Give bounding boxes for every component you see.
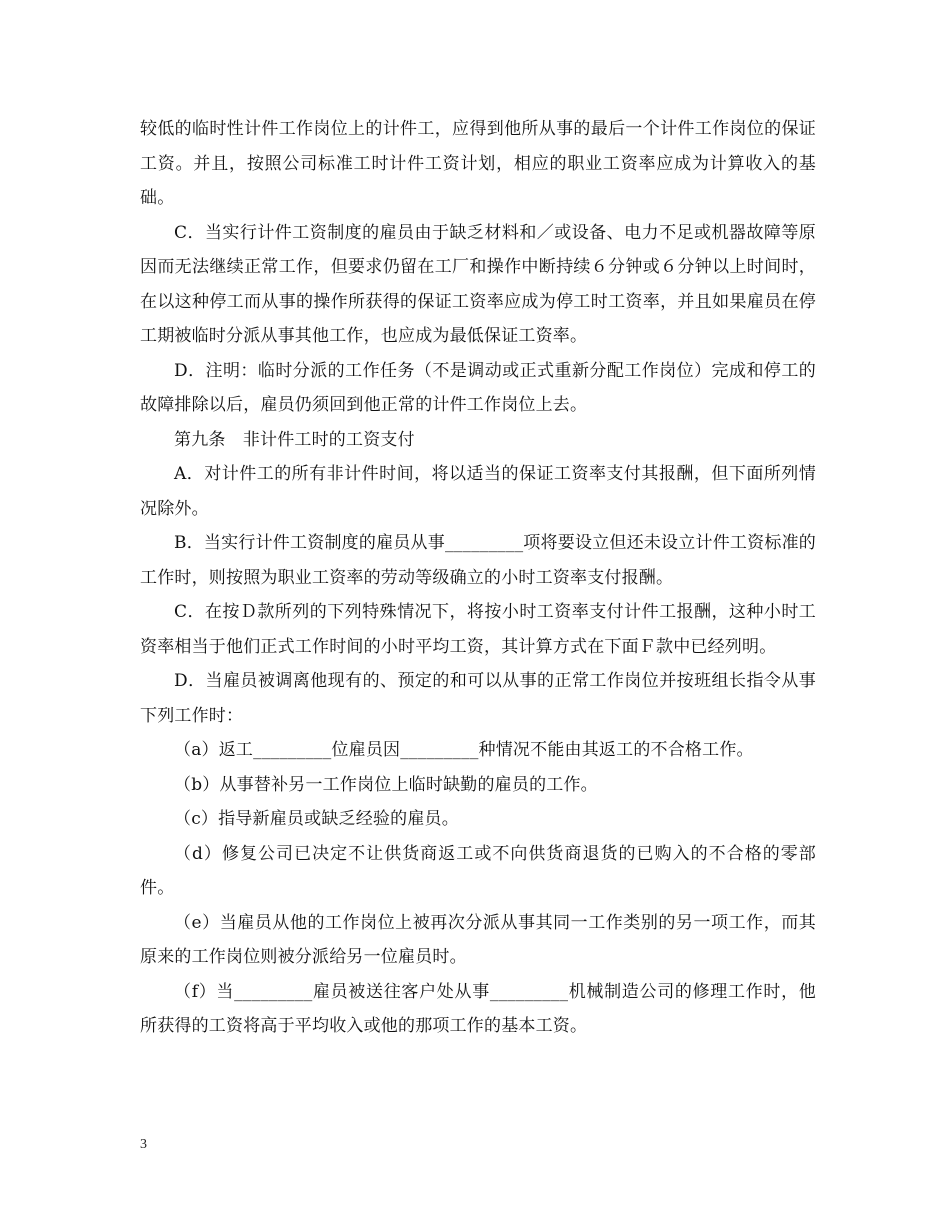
- list-item-a: （a）返工_________位雇员因_________种情况不能由其返工的不合格工作。: [174, 740, 754, 760]
- document-body: [140, 112, 816, 1044]
- paragraph-clause-a: A．对计件工的所有非计件时间，将以适当的保证工资率支付其报酬，但下面所列情况除外。: [140, 464, 816, 519]
- list-item-c: （c）指导新雇员或缺乏经验的雇员。: [174, 809, 459, 829]
- list-item-b: （b）从事替补另一工作岗位上临时缺勤的雇员的工作。: [174, 774, 598, 795]
- paragraph-clause-d-note: D．注明：临时分派的工作任务（不是调动或正式重新分配工作岗位）完成和停工的故障排除以后，雇员仍须回到他正常的计件工作岗位上去。: [140, 360, 816, 415]
- list-item-d: （d）修复公司已决定不让供货商返工或不向供货商退货的已购入的不合格的零部件。: [140, 843, 816, 898]
- article-9-heading: 第九条 非计件工时的工资支付: [174, 429, 415, 450]
- paragraph-clause-c-downtime: C．当实行计件工资制度的雇员由于缺乏材料和／或设备、电力不足或机器故障等原因而无法继续正常工作，但要求仍留在工厂和操作中断持续６分钟或６分钟以上时间时，在以这种停工而从事的操作所获得的保证工资率应成为停工时工资率，并且如果雇员在停工期被临时分派从事其他工作，也应成为最低保证工资率。: [140, 222, 816, 346]
- paragraph-continuation: 较低的临时性计件工作岗位上的计件工，应得到他所从事的最后一个计件工作岗位的保证工资。并且，按照公司标准工时计件工资计划，相应的职业工资率应成为计算收入的基础。: [140, 119, 816, 208]
- paragraph-clause-d-reassignment: D．当雇员被调离他现有的、预定的和可以从事的正常工作岗位并按班组长指令从事下列工作时：: [140, 671, 816, 726]
- page-number: 3: [140, 1137, 147, 1152]
- list-item-f: （f）当_________雇员被送往客户处从事_________机械制造公司的修理工作时，他所获得的工资将高于平均收入或他的那项工作的基本工资。: [140, 981, 816, 1036]
- paragraph-clause-c-special: C．在按Ｄ款所列的下列特殊情况下，将按小时工资率支付计件工报酬，这种小时工资率相当于他们正式工作时间的小时平均工资，其计算方式在下面Ｆ款中已经列明。: [140, 602, 816, 657]
- list-item-e: （e）当雇员从他的工作岗位上被再次分派从事其同一工作类别的另一项工作，而其原来的工作岗位则被分派给另一位雇员时。: [140, 912, 816, 967]
- paragraph-clause-b: B．当实行计件工资制度的雇员从事_________项将要设立但还未设立计件工资标准的工作时，则按照为职业工资率的劳动等级确立的小时工资率支付报酬。: [140, 533, 816, 588]
